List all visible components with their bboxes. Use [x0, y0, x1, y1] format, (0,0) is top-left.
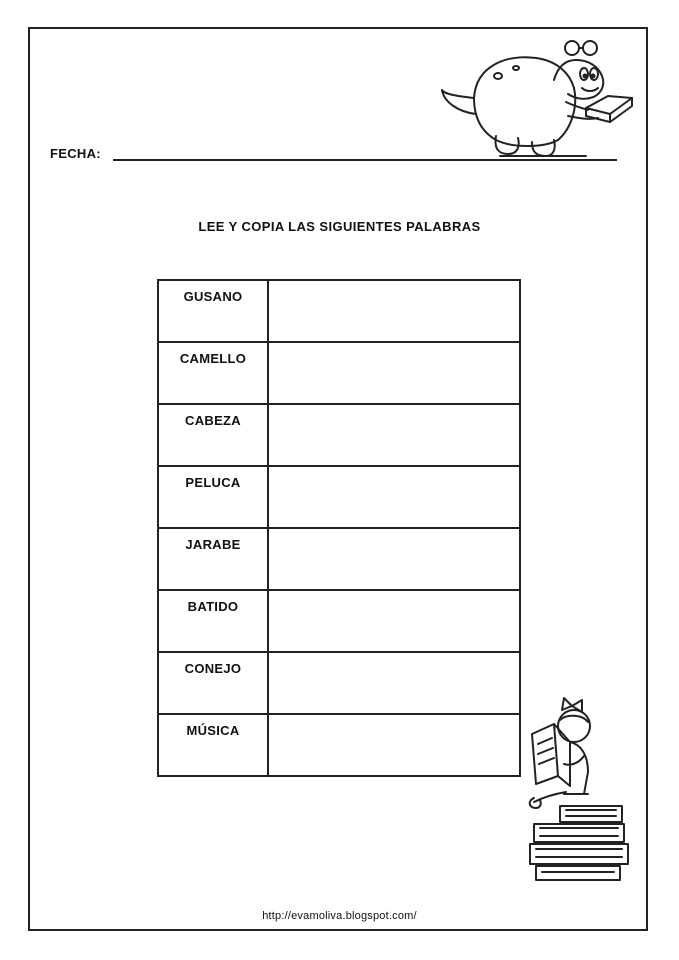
page-title: LEE Y COPIA LAS SIGUIENTES PALABRAS: [198, 219, 481, 234]
table-row: [158, 280, 520, 342]
word-cell: BATIDO: [158, 590, 268, 652]
copy-space: [268, 590, 520, 652]
copy-space: [268, 528, 520, 590]
word-cell: CABEZA: [158, 404, 268, 466]
table-row: [158, 404, 520, 466]
table-row: [158, 466, 520, 528]
copy-space: [268, 280, 520, 342]
word-cell: JARABE: [158, 528, 268, 590]
table-row: [158, 528, 520, 590]
table-row: [158, 590, 520, 652]
copy-space: [268, 652, 520, 714]
table-row: [158, 714, 520, 776]
table-row: [158, 652, 520, 714]
copy-space: [268, 714, 520, 776]
date-line: [113, 159, 617, 161]
word-cell: MÚSICA: [158, 714, 268, 776]
girl-reading-on-books-icon: [524, 694, 644, 884]
footer-url: http://evamoliva.blogspot.com/: [262, 910, 417, 922]
word-cell: GUSANO: [158, 280, 268, 342]
copy-space: [268, 466, 520, 528]
word-cell: CONEJO: [158, 652, 268, 714]
word-cell: PELUCA: [158, 466, 268, 528]
copy-space: [268, 342, 520, 404]
table-row: [158, 342, 520, 404]
dinosaur-reading-book-icon: [436, 36, 636, 161]
date-label: FECHA:: [50, 146, 101, 161]
word-table: [157, 279, 521, 777]
word-cell: CAMELLO: [158, 342, 268, 404]
copy-space: [268, 404, 520, 466]
